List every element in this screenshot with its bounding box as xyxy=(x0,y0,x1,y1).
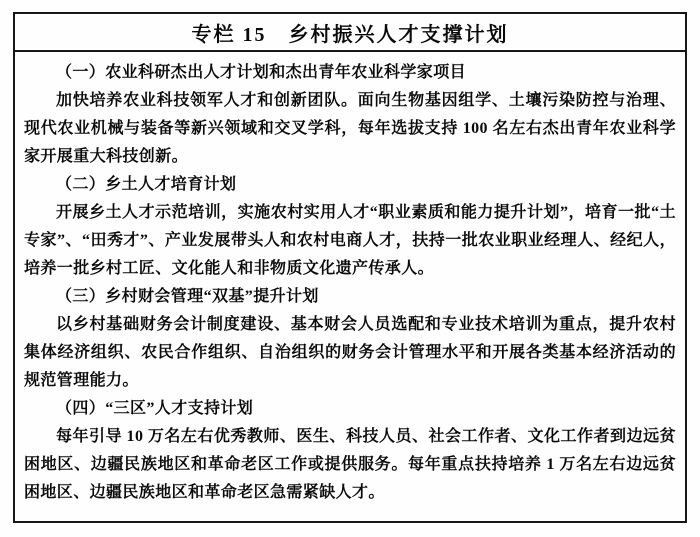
column-body xyxy=(15,52,685,507)
section-1-heading: （一）农业科研杰出人才计划和杰出青年农业科学家项目 xyxy=(56,64,467,81)
section-4-body: 每年引导 10 万名左右优秀教师、医生、科技人员、社会工作者、文化工作者到边远贫困地区、边疆民族地区和革命老区工作或提供服务。每年重点扶持培养 1 万名左右边远贫困地区、边疆民族地区和革命老区急需紧缺人才。 xyxy=(24,428,676,501)
section-1-body: 加快培养农业科技领军人才和创新团队。面向生物基因组学、土壤污染防控与治理、现代农业机械与装备等新兴领域和交叉学科，每年选拔支持 100 名左右杰出青年农业科学家开展重大科技创新。 xyxy=(24,92,676,165)
section-4-heading: （四）“三区”人才支持计划 xyxy=(56,400,254,417)
column-header xyxy=(15,14,685,52)
section-2-heading: （二）乡土人才培育计划 xyxy=(56,176,237,193)
column-box xyxy=(13,12,687,523)
section-2-body: 开展乡土人才示范培训，实施农村实用人才“职业素质和能力提升计划”，培育一批“土专家”、“田秀才”、产业发展带头人和农村电商人才，扶持一批农业职业经理人、经纪人，培养一批乡村工匠、文化能人和非物质文化遗产传承人。 xyxy=(24,204,676,277)
column-title: 专栏 15 乡村振兴人才支撑计划 xyxy=(191,23,509,46)
section-3-body: 以乡村基础财务会计制度建设、基本财会人员选配和专业技术培训为重点，提升农村集体经济组织、农民合作组织、自治组织的财务会计管理水平和开展各类基本经济活动的规范管理能力。 xyxy=(24,316,676,389)
section-3-heading: （三）乡村财会管理“双基”提升计划 xyxy=(56,288,319,305)
